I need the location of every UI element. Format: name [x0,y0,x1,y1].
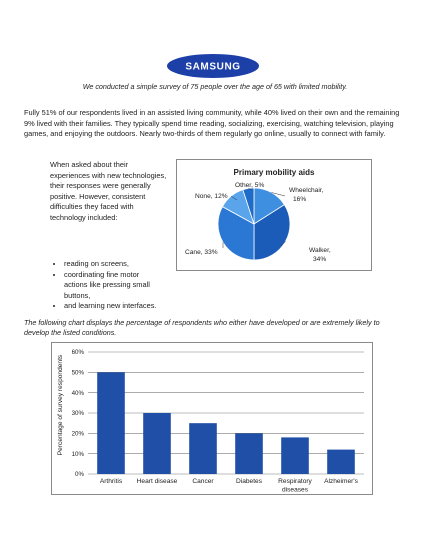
bar [281,437,309,474]
y-tick-label: 10% [71,450,84,458]
bar [235,433,263,474]
y-tick-label: 30% [71,410,84,418]
bar [97,372,125,474]
y-tick-label: 20% [71,430,84,438]
mobility-pie-chart [176,159,372,271]
list-item: • and learning new interfaces. [64,301,264,312]
x-tick-label: Diabetes [235,478,263,485]
pie-data-label: Other, 5% [235,182,265,189]
samsung-logo [166,53,260,84]
y-tick-label: 40% [71,389,84,397]
x-tick-label: Cancer [192,478,214,485]
conditions-bar-chart [51,342,373,495]
list-item: • reading on screens, [64,259,264,270]
living-paragraph: Fully 51% of our respondents lived in an assisted living community, while 40% lived on their own and the remaining 9% lived with their families. They typically spend time reading, socializing, exercising, watching television, playing games, and enjoying the outdoors. Nearly two-thirds of them regularly go online, usually to connect with family. [24,108,400,139]
x-tick-label: Arthritis [99,478,123,485]
pie-data-label: 16% [293,196,307,203]
x-tick-label: Respiratory [278,478,312,485]
pie-data-label: Cane, 33% [185,249,218,256]
y-axis-label: Percentage of survey respondents [57,354,64,456]
bar [327,450,355,474]
technology-paragraph: When asked about their experiences with new technologies, their responses were generally positive. However, consistent difficulties they faced with technology included: [50,160,167,222]
logo-text: SAMSUNG [185,61,241,73]
bar-chart-caption: The following chart displays the percentage of respondents who either have developed or are extremely likely to develop the listed conditions. [24,318,380,337]
y-tick-label: 0% [75,471,84,479]
pie-title: Primary mobility aids [233,168,315,177]
pie-data-label: None, 12% [195,193,228,200]
intro-text: We conducted a simple survey of 75 people over the age of 65 with limited mobility. [82,82,348,91]
list-item: • coordinating fine motor actions like pressing small buttons, [64,270,164,302]
x-tick-label: Heart disease [136,478,178,485]
y-tick-label: 60% [71,349,84,357]
y-tick-label: 50% [71,369,84,377]
bar [189,423,217,474]
x-tick-label: diseases [281,486,309,494]
pie-data-label: Wheelchair, [289,187,324,194]
bar [143,413,171,474]
x-tick-label: Alzheimer's [324,478,358,485]
pie-data-label: Walker, [309,247,331,254]
pie-data-label: 34% [313,256,327,263]
